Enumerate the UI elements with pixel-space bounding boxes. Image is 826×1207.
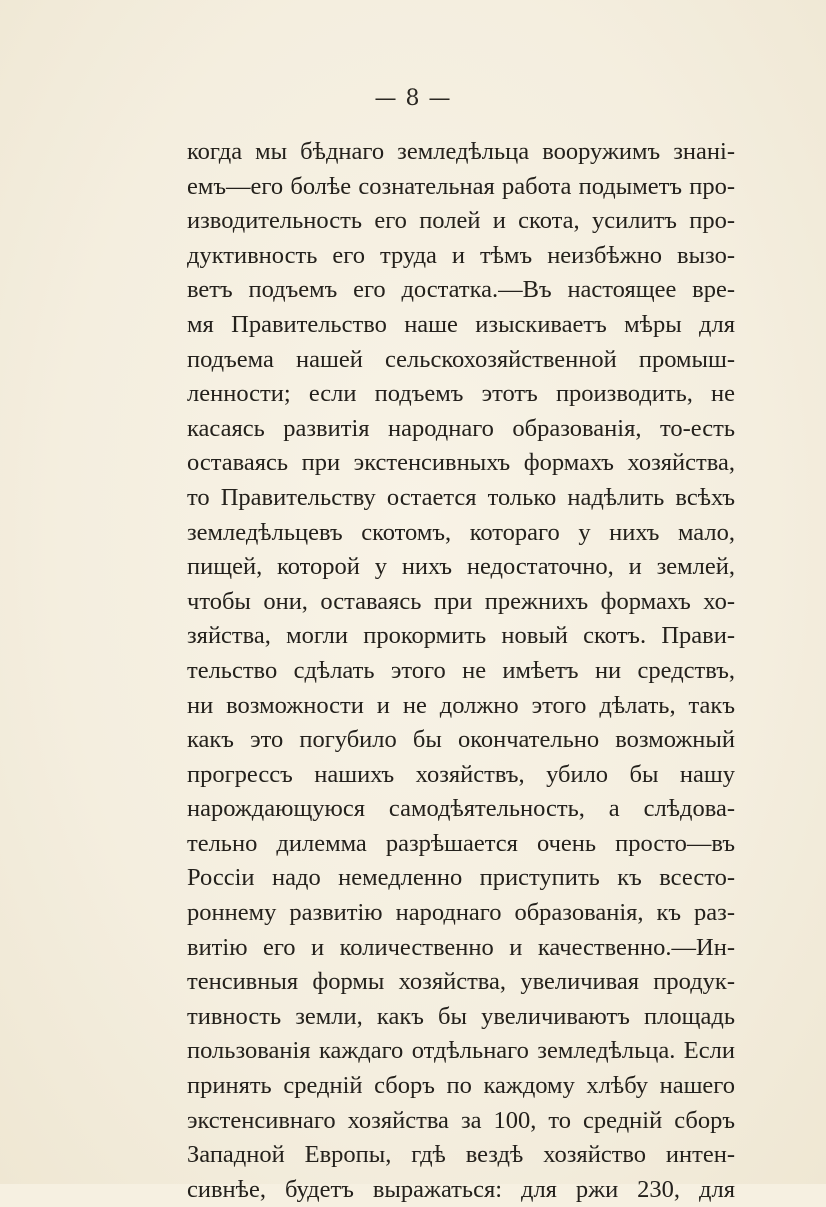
- text-line: роннему развитiю народнаго образованiя, къ раз-: [187, 899, 735, 927]
- text-line: емъ—его болѣе сознательная работа подыметъ про-: [187, 172, 735, 200]
- text-line: Западной Европы, гдѣ вездѣ хозяйство интен-: [187, 1141, 735, 1169]
- text-line: ветъ подъемъ его достатка.—Въ настоящее вре-: [187, 276, 735, 304]
- text-line: тельство сдѣлать этого не имѣетъ ни средствъ,: [187, 656, 735, 684]
- text-line: тенсивныя формы хозяйства, увеличивая продук-: [187, 968, 735, 996]
- text-line: принять среднiй сборъ по каждому хлѣбу нашего: [187, 1072, 735, 1100]
- text-line: нарождающуюся самодѣятельность, а слѣдова-: [187, 795, 735, 823]
- page-number: — 8 —: [374, 86, 452, 111]
- body-text: [187, 135, 735, 1207]
- text-line: зяйства, могли прокормить новый скотъ. Прави-: [187, 622, 735, 650]
- text-line: чтобы они, оставаясь при прежнихъ формахъ хо-: [187, 587, 735, 615]
- text-line: когда мы бѣднаго земледѣльца вооружимъ знанi-: [187, 138, 735, 165]
- text-line: тивность земли, какъ бы увеличиваютъ площадь: [187, 1002, 735, 1030]
- text-line: витiю его и количественно и качественно.—Ин-: [187, 933, 735, 961]
- text-line: прогрессъ нашихъ хозяйствъ, убило бы нашу: [187, 760, 735, 788]
- text-line: земледѣльцевъ скотомъ, котораго у нихъ мало,: [187, 518, 735, 546]
- text-line: то Правительству остается только надѣлить всѣхъ: [187, 483, 735, 511]
- text-line: касаясь развитiя народнаго образованiя, то-есть: [187, 414, 735, 442]
- text-line: оставаясь при экстенсивныхъ формахъ хозяйства,: [187, 449, 735, 477]
- text-line: ленности; если подъемъ этотъ производить, не: [187, 380, 735, 408]
- text-line: ни возможности и не должно этого дѣлать, такъ: [187, 691, 735, 719]
- text-line: экстенсивнаго хозяйства за 100, то среднiй сборъ: [187, 1106, 735, 1134]
- text-line: мя Правительство наше изыскиваетъ мѣры для: [187, 310, 735, 338]
- text-line: тельно дилемма разрѣшается очень просто—въ: [187, 829, 735, 857]
- text-line: дуктивность его труда и тѣмъ неизбѣжно вызо-: [187, 241, 735, 269]
- text-line: сивнѣе, будетъ выражаться: для ржи 230, для: [187, 1175, 735, 1203]
- text-line: Россiи надо немедленно приступить къ всесто-: [187, 864, 735, 892]
- text-line: подъема нашей сельскохозяйственной промыш-: [187, 345, 735, 373]
- text-line: изводительность его полей и скота, усилитъ про-: [187, 207, 735, 235]
- text-line: пищей, которой у нихъ недостаточно, и землей,: [187, 553, 735, 581]
- text-line: пользованiя каждаго отдѣльнаго земледѣльца. Если: [187, 1037, 735, 1065]
- text-line: какъ это погубило бы окончательно возможный: [187, 726, 735, 754]
